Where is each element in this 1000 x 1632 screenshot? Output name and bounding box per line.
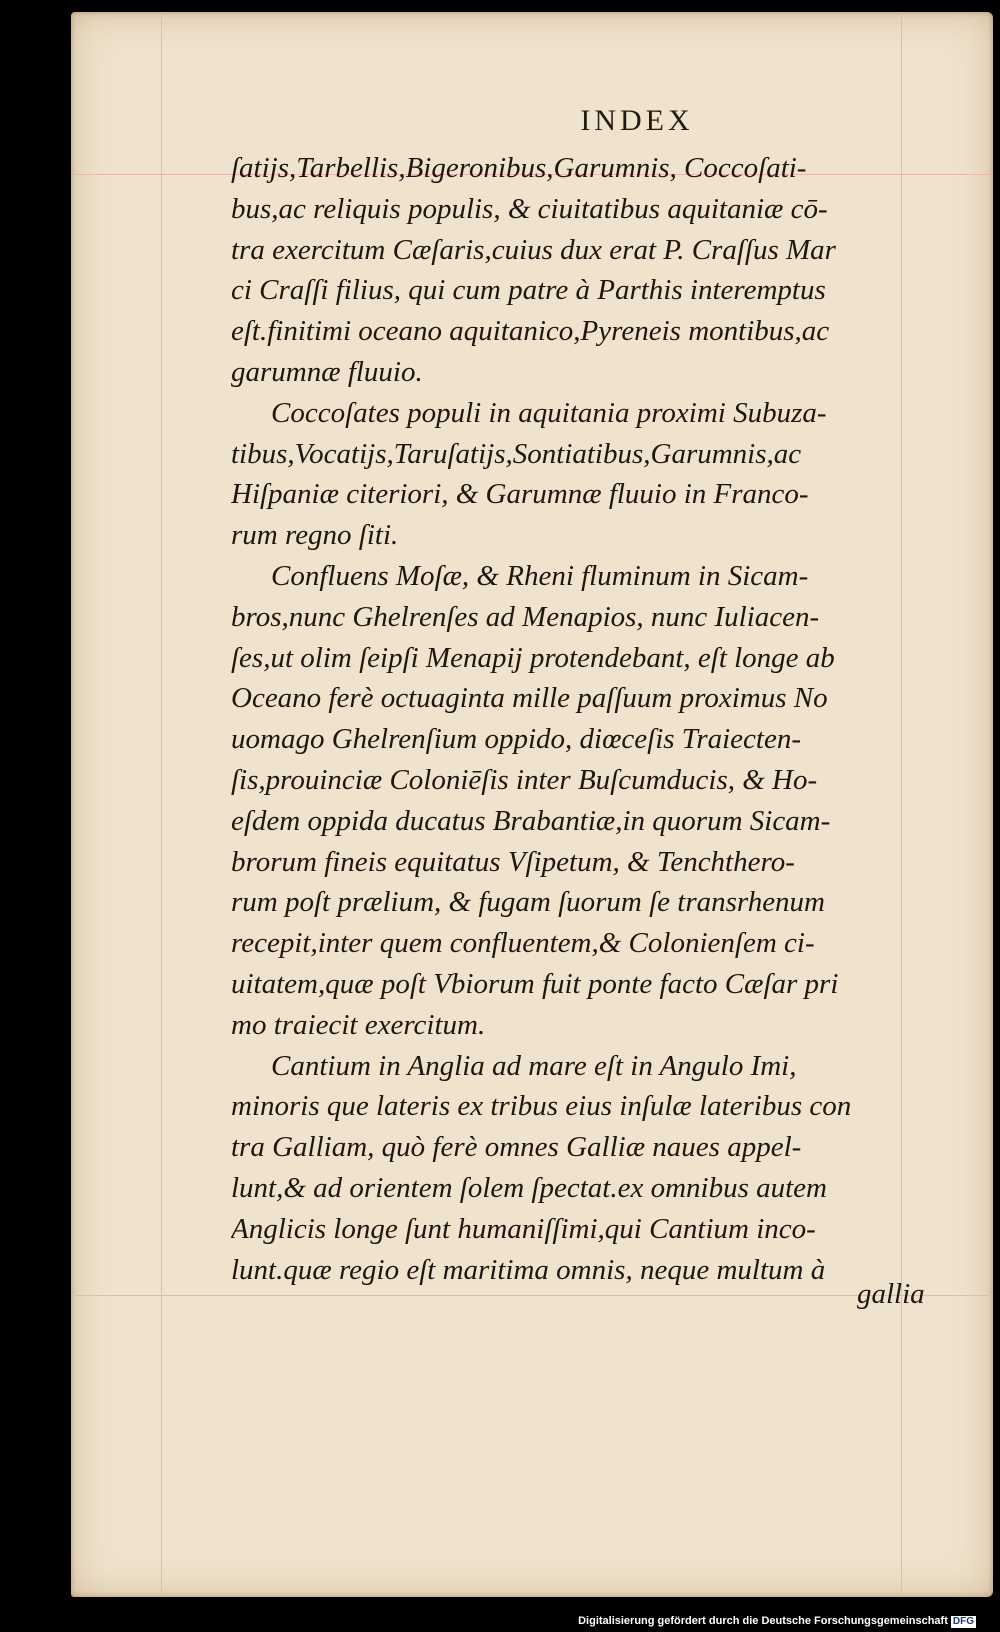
digitization-credit	[578, 1615, 976, 1628]
text-line: mo traiecit exercitum.	[231, 1008, 486, 1041]
text-line: ſis,prouinciæ Coloniēſis inter Buſcumducis, & Ho-	[231, 763, 818, 796]
text-line: Hiſpaniæ citeriori, & Garumnæ fluuio in Franco-	[231, 478, 809, 511]
running-head-text: INDEX	[580, 104, 694, 137]
text-line: tra Galliam, quò ferè omnes Galliæ naues appel-	[231, 1131, 802, 1164]
catchword: gallia	[857, 1278, 925, 1310]
running-head	[71, 104, 993, 138]
text-line: bus,ac reliquis populis, & ciuitatibus aquitaniæ cō-	[231, 192, 828, 225]
text-line: ſes,ut olim ſeipſi Menapij protendebant, eſt longe ab	[231, 641, 835, 674]
text-line: uomago Ghelrenſium oppido, diœceſis Traiecten-	[231, 723, 802, 756]
text-line: lunt.quæ regio eſt maritima omnis, neque multum à	[231, 1253, 826, 1286]
text-line: lunt,& ad orientem ſolem ſpectat.ex omnibus autem	[231, 1171, 828, 1204]
text-line: uitatem,quæ poſt Vbiorum fuit ponte facto Cæſar pri	[231, 967, 839, 1000]
text-block	[231, 148, 979, 1290]
text-line: rum poſt prælium, & fugam ſuorum ſe transrhenum	[231, 886, 826, 919]
text-line: eſt.finitimi oceano aquitanico,Pyreneis montibus,ac	[231, 315, 830, 348]
text-line: ſatijs,Tarbellis,Bigeronibus,Garumnis, Coccoſati-	[231, 152, 807, 184]
text-line: tra exercitum Cæſaris,cuius dux erat P. Craſſus Mar	[231, 233, 836, 266]
text-line: garumnæ fluuio.	[231, 355, 423, 388]
text-line: brorum fineis equitatus Vſipetum, & Tenchthero-	[231, 845, 795, 878]
text-line: recepit,inter quem confluentem,& Colonienſem ci-	[231, 927, 815, 960]
text-line: Anglicis longe ſunt humaniſſimi,qui Cantium inco-	[231, 1212, 816, 1245]
margin-rule-bottom	[71, 1295, 993, 1296]
margin-rule-left	[161, 12, 162, 1597]
text-line: ci Craſſi filius, qui cum patre à Parthis interemptus	[231, 274, 826, 307]
text-line: Coccoſates populi in aquitania proximi Subuza-	[271, 396, 827, 429]
text-line: tibus,Vocatijs,Taruſatijs,Sontiatibus,Garumnis,ac	[231, 437, 802, 470]
text-line: bros,nunc Ghelrenſes ad Menapios, nunc Iuliacen-	[231, 600, 820, 633]
text-line: Cantium in Anglia ad mare eſt in Angulo Imi,	[271, 1049, 797, 1082]
text-line: rum regno ſiti.	[231, 519, 399, 552]
dfg-logo-icon: DFG	[952, 1616, 974, 1627]
book-page	[71, 12, 993, 1597]
credit-text: Digitalisierung gefördert durch die Deutsche Forschungsgemeinschaft	[578, 1615, 948, 1627]
text-line: eſdem oppida ducatus Brabantiæ,in quorum Sicam-	[231, 804, 831, 837]
text-line: Oceano ferè octuaginta mille paſſuum proximus No	[231, 682, 828, 715]
text-line: minoris que lateris ex tribus eius inſulæ lateribus con	[231, 1090, 852, 1123]
text-line: Confluens Moſæ, & Rheni fluminum in Sicam-	[271, 559, 809, 592]
